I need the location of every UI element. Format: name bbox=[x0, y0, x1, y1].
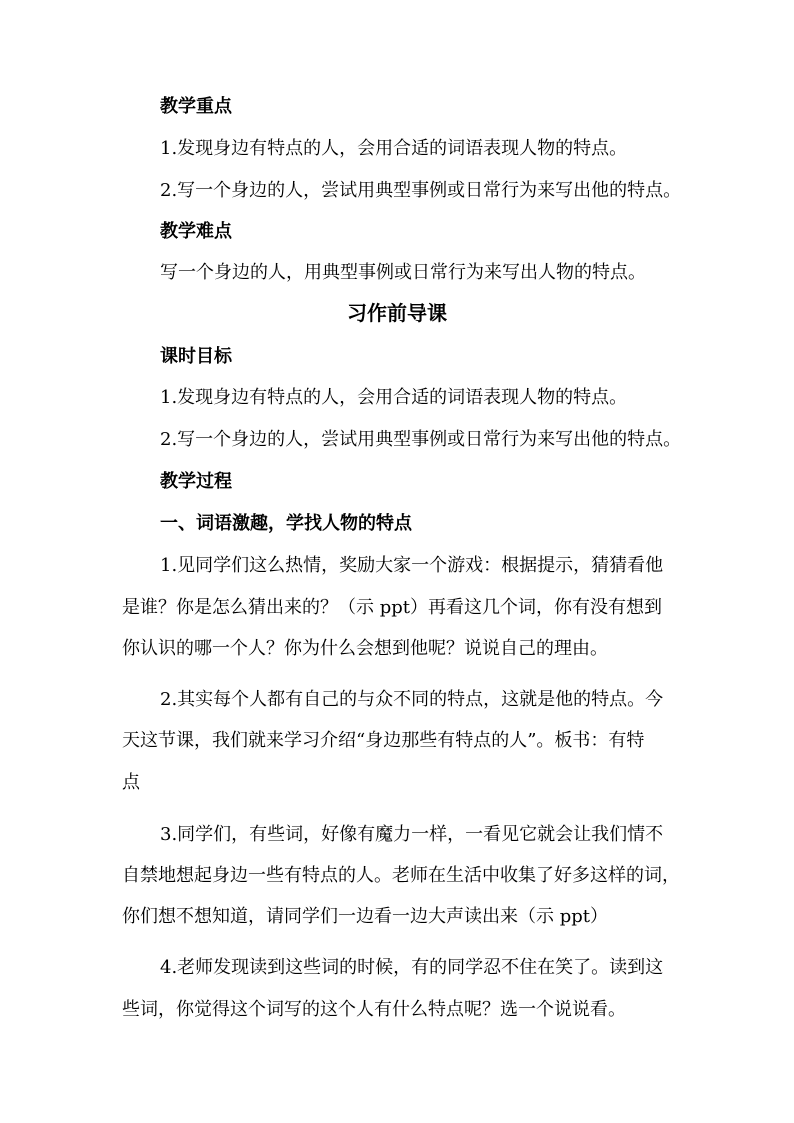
key-points-heading: 教学重点 bbox=[160, 96, 232, 117]
paragraph-4-line-1: 4.老师发现读到这些词的时候，有的同学忍不住在笑了。读到这 bbox=[160, 957, 664, 978]
objective-1: 1.发现身边有特点的人，会用合适的词语表现人物的特点。 bbox=[160, 387, 628, 408]
process-heading: 教学过程 bbox=[160, 471, 232, 492]
key-point-2: 2.写一个身边的人，尝试用典型事例或日常行为来写出他的特点。 bbox=[160, 180, 682, 201]
paragraph-3-line-3: 你们想不想知道，请同学们一边看一边大声读出来（示 ppt） bbox=[122, 906, 608, 927]
paragraph-2-line-1: 2.其实每个人都有自己的与众不同的特点，这就是他的特点。今 bbox=[160, 689, 664, 710]
key-point-1: 1.发现身边有特点的人，会用合适的词语表现人物的特点。 bbox=[160, 138, 628, 159]
paragraph-1-line-3: 你认识的哪一个人？你为什么会想到他呢？说说自己的理由。 bbox=[122, 638, 608, 659]
paragraph-1-line-2: 是谁？你是怎么猜出来的？（示 ppt）再看这几个词，你有没有想到 bbox=[122, 597, 662, 618]
section1-heading: 一、词语激趣，学找人物的特点 bbox=[160, 513, 412, 534]
paragraph-2-line-2: 天这节课，我们就来学习介绍“身边那些有特点的人”。板书：有特 bbox=[122, 730, 645, 751]
objectives-heading: 课时目标 bbox=[160, 346, 232, 367]
difficulty-text: 写一个身边的人，用典型事例或日常行为来写出人物的特点。 bbox=[160, 262, 646, 283]
difficulty-heading: 教学难点 bbox=[160, 221, 232, 242]
paragraph-3-line-2: 自禁地想起身边一些有特点的人。老师在生活中收集了好多这样的词， bbox=[122, 865, 680, 886]
paragraph-2-line-3: 点 bbox=[122, 772, 140, 793]
paragraph-4-line-2: 些词，你觉得这个词写的这个人有什么特点呢？选一个说说看。 bbox=[122, 999, 626, 1020]
paragraph-1-line-1: 1.见同学们这么热情，奖励大家一个游戏：根据提示，猜猜看他 bbox=[160, 555, 664, 576]
paragraph-3-line-1: 3.同学们，有些词，好像有魔力一样，一看见它就会让我们情不 bbox=[160, 824, 664, 845]
lesson-title: 习作前导课 bbox=[347, 301, 447, 325]
objective-2: 2.写一个身边的人，尝试用典型事例或日常行为来写出他的特点。 bbox=[160, 429, 682, 450]
